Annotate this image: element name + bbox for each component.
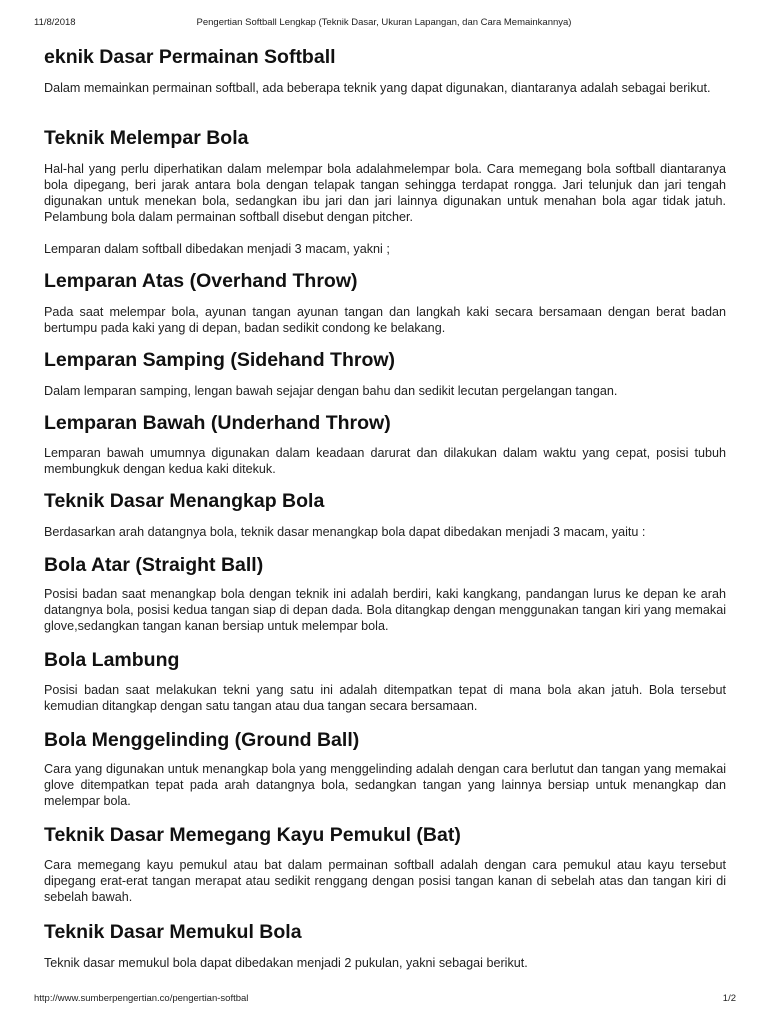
paragraph: Lemparan bawah umumnya digunakan dalam keadaan darurat dan dilakukan dalam waktu yang cepat, posisi tubuh membungkuk dengan kedua kaki ditekuk. xyxy=(44,446,726,476)
section-heading: Lemparan Atas (Overhand Throw) xyxy=(44,270,358,292)
paragraph: Hal-hal yang perlu diperhatikan dalam melempar bola adalahmelempar bola. Cara memegang bola softball diantaranya bola dipegang, beri jarak antara bola dengan telapak tangan sehingga terdapat rongga. Jari telunjuk dan jari tengah digunakan untuk menekan bola, sedangkan ibu jari dan jari lainnya digunakan untuk menahan bola agar tidak jatuh. Pelambung bola dalam permainan softball disebut dengan pitcher. xyxy=(44,162,726,224)
section-heading: eknik Dasar Permainan Softball xyxy=(44,46,336,68)
paragraph: Berdasarkan arah datangnya bola, teknik dasar menangkap bola dapat dibedakan menjadi 3 macam, yaitu : xyxy=(44,525,646,539)
section-heading: Lemparan Samping (Sidehand Throw) xyxy=(44,349,396,371)
print-footer xyxy=(0,993,768,1007)
paragraph: Dalam lemparan samping, lengan bawah sejajar dengan bahu dan sedikit lecutan pergelangan tangan. xyxy=(44,384,618,398)
paragraph: Lemparan dalam softball dibedakan menjadi 3 macam, yakni ; xyxy=(44,242,390,256)
paragraph: Dalam memainkan permainan softball, ada beberapa teknik yang dapat digunakan, diantaranya adalah sebagai berikut. xyxy=(44,81,711,95)
print-date: 11/8/2018 xyxy=(34,17,76,28)
paragraph: Cara yang digunakan untuk menangkap bola yang menggelinding adalah dengan cara berlutut dan tangan yang memakai glove ditempatkan tepat pada arah datangnya bola, sedangkan tangan yang lainnya bersiap untuk menangkap dan melempar bola. xyxy=(44,762,726,808)
section-heading: Teknik Melempar Bola xyxy=(44,127,249,149)
section-heading: Bola Lambung xyxy=(44,649,180,671)
print-url: http://www.sumberpengertian.co/pengertian-softbal xyxy=(34,993,249,1004)
section-heading: Teknik Dasar Memukul Bola xyxy=(44,921,302,943)
print-page-title: Pengertian Softball Lengkap (Teknik Dasar, Ukuran Lapangan, dan Cara Memainkannya) xyxy=(196,17,572,28)
paragraph: Posisi badan saat menangkap bola dengan teknik ini adalah berdiri, kaki kangkang, pandangan lurus ke depan ke arah datangnya bola, posisi kedua tangan siap di depan dada. Bola ditangkap dengan menggunakan tangan kiri yang memakai glove,sedangkan tangan kanan bersiap untuk melempar bola. xyxy=(44,587,726,633)
section-heading: Teknik Dasar Menangkap Bola xyxy=(44,490,325,512)
paragraph: Posisi badan saat melakukan tekni yang satu ini adalah ditempatkan tepat di mana bola akan jatuh. Bola tersebut kemudian ditangkap dengan satu tangan atau dua tangan secara bersamaan. xyxy=(44,683,726,713)
section-heading: Bola Menggelinding (Ground Ball) xyxy=(44,729,360,751)
section-heading: Bola Atar (Straight Ball) xyxy=(44,554,264,576)
paragraph: Pada saat melempar bola, ayunan tangan ayunan tangan dan langkah kaki secara bersamaan dengan berat badan bertumpu pada kaki yang di depan, badan sedikit condong ke belakang. xyxy=(44,305,726,335)
paragraph: Cara memegang kayu pemukul atau bat dalam permainan softball adalah dengan cara pemukul atau kayu tersebut dipegang erat-erat tangan merapat atau sedikit renggang dengan posisi tangan kanan di sebelah atas dan tangan kiri di sebelah bawah. xyxy=(44,858,726,904)
print-header xyxy=(0,17,768,31)
section-heading: Lemparan Bawah (Underhand Throw) xyxy=(44,412,391,434)
page-number: 1/2 xyxy=(722,993,736,1004)
paragraph: Teknik dasar memukul bola dapat dibedakan menjadi 2 pukulan, yakni sebagai berikut. xyxy=(44,956,528,970)
section-heading: Teknik Dasar Memegang Kayu Pemukul (Bat) xyxy=(44,824,461,846)
